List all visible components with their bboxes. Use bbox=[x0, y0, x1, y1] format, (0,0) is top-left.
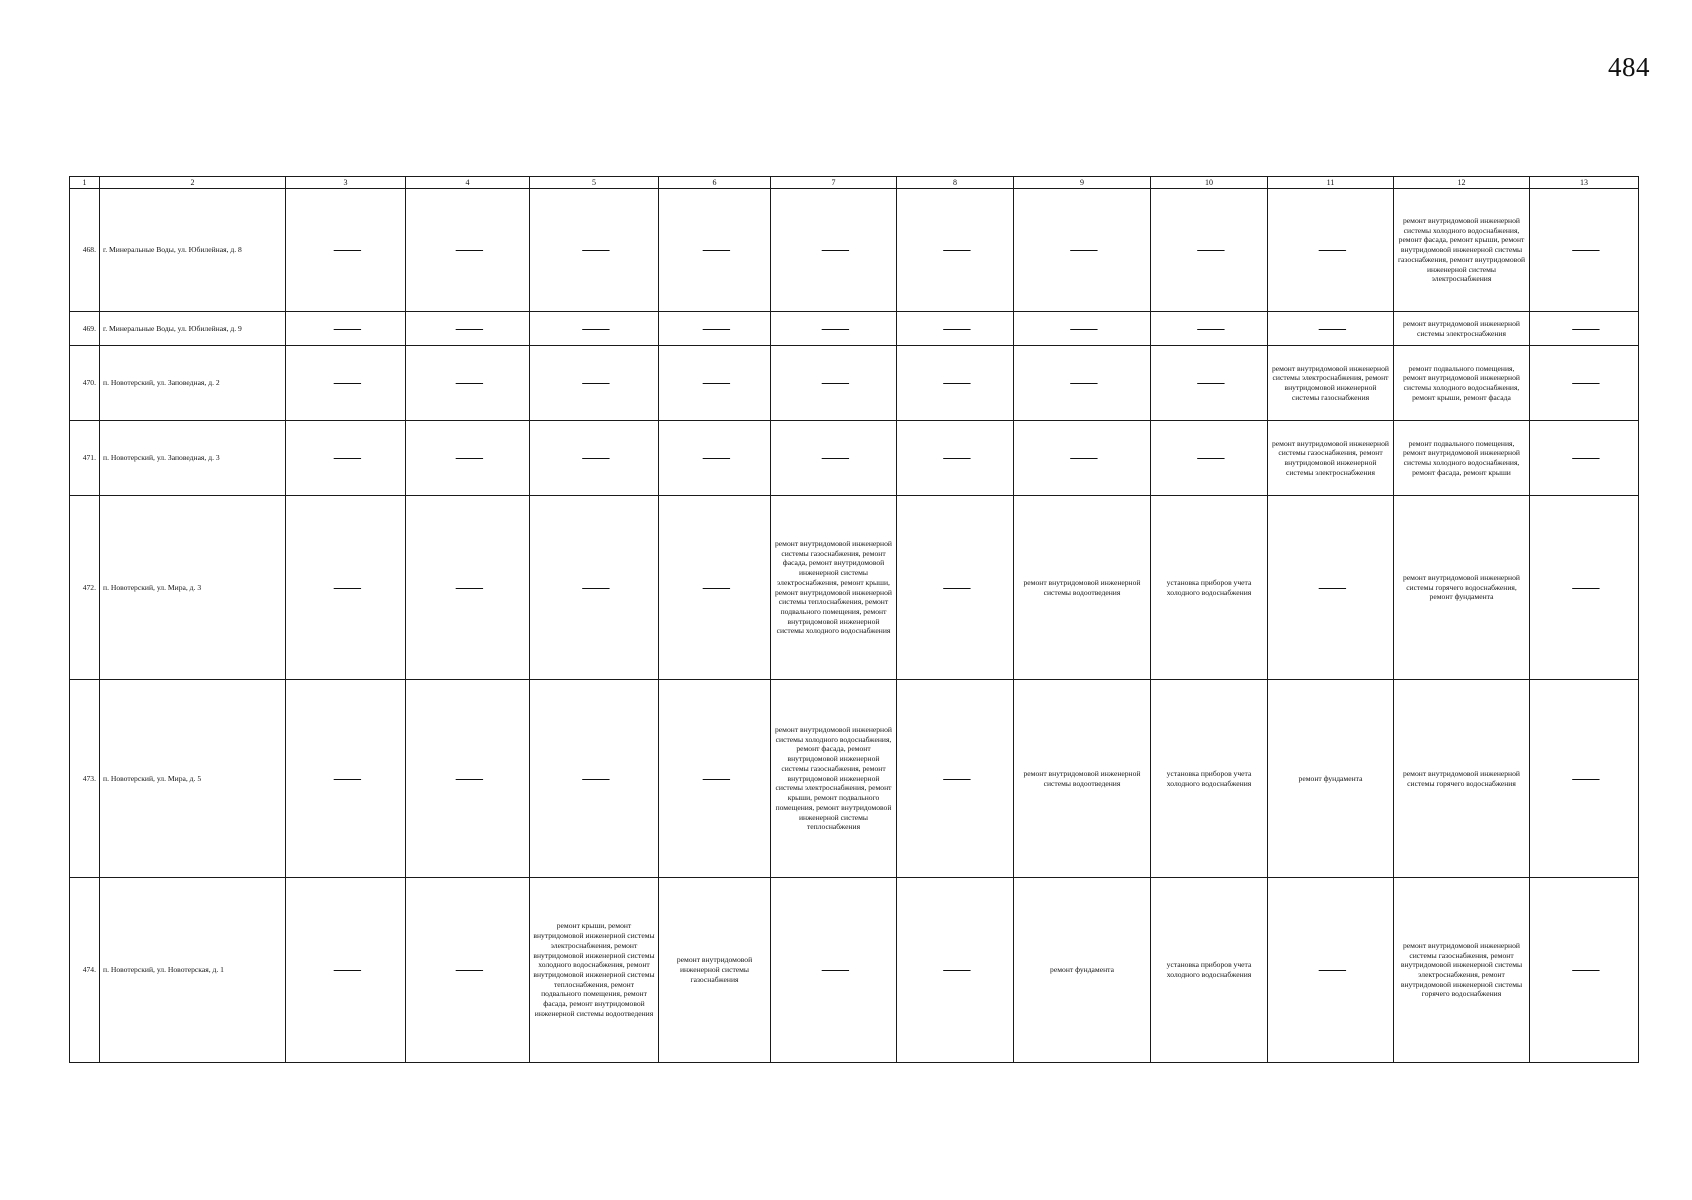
work-cell: ремонт внутридомовой инженерной системы электроснабжения, ремонт внутридомовой инженерной системы газоснабжения bbox=[1268, 346, 1394, 421]
column-number-row bbox=[70, 177, 1639, 189]
work-cell: — bbox=[265, 346, 427, 421]
row-number-cell: 474. bbox=[70, 878, 100, 1063]
row-number-cell: 472. bbox=[70, 496, 100, 680]
table-row bbox=[70, 421, 1639, 496]
column-header: 1 bbox=[70, 177, 100, 189]
work-cell: — bbox=[990, 312, 1175, 346]
work-cell: — bbox=[507, 421, 681, 496]
row-number-cell: 473. bbox=[70, 680, 100, 878]
column-header: 2 bbox=[100, 177, 286, 189]
table-row bbox=[70, 312, 1639, 346]
address-cell: п. Новотерский, ул. Заповедная, д. 3 bbox=[100, 421, 286, 496]
work-cell: — bbox=[1130, 421, 1288, 496]
work-cell: ремонт внутридомовой инженерной системы холодного водоснабжения, ремонт фасада, ремонт внутридомовой инженерной системы газоснабжения, ремонт внутридомовой инженерной системы электроснабжения, ремонт крыши, ремонт подвального помещения, ремонт внутридомовой инженерной системы теплоснабжения bbox=[771, 680, 897, 878]
address-cell: г. Минеральные Воды, ул. Юбилейная, д. 8 bbox=[100, 189, 286, 312]
row-number-cell: 470. bbox=[70, 346, 100, 421]
column-header: 5 bbox=[530, 177, 659, 189]
work-cell: — bbox=[876, 346, 1034, 421]
work-cell: — bbox=[1510, 878, 1657, 1063]
work-cell: — bbox=[507, 496, 681, 680]
work-cell: — bbox=[876, 680, 1034, 878]
page-number: 484 bbox=[1608, 52, 1650, 82]
work-cell: — bbox=[1510, 421, 1657, 496]
row-number-cell: 468. bbox=[70, 189, 100, 312]
work-cell: — bbox=[1510, 496, 1657, 680]
address-cell: г. Минеральные Воды, ул. Юбилейная, д. 9 bbox=[100, 312, 286, 346]
work-cell: — bbox=[507, 189, 681, 312]
work-cell: — bbox=[384, 680, 551, 878]
work-cell: — bbox=[384, 312, 551, 346]
work-cell: — bbox=[265, 878, 427, 1063]
work-cell: — bbox=[748, 878, 918, 1063]
work-cell: — bbox=[265, 189, 427, 312]
work-cell: — bbox=[639, 680, 790, 878]
column-header: 6 bbox=[659, 177, 771, 189]
work-cell: — bbox=[384, 496, 551, 680]
work-cell: — bbox=[1245, 878, 1415, 1063]
table-row bbox=[70, 189, 1639, 312]
column-header: 10 bbox=[1151, 177, 1268, 189]
work-cell: — bbox=[1510, 189, 1657, 312]
work-cell: ремонт внутридомовой инженерной системы электроснабжения bbox=[1394, 312, 1530, 346]
work-cell: — bbox=[639, 189, 790, 312]
work-cell: — bbox=[876, 421, 1034, 496]
work-cell: — bbox=[384, 346, 551, 421]
work-cell: — bbox=[748, 421, 918, 496]
work-cell: ремонт внутридомовой инженерной системы водоотведения bbox=[1014, 496, 1151, 680]
work-cell: установка приборов учета холодного водоснабжения bbox=[1151, 680, 1268, 878]
work-cell: — bbox=[1245, 312, 1415, 346]
work-cell: — bbox=[639, 346, 790, 421]
work-cell: ремонт внутридомовой инженерной системы горячего водоснабжения bbox=[1394, 680, 1530, 878]
work-cell: — bbox=[1130, 346, 1288, 421]
work-cell: — bbox=[1130, 312, 1288, 346]
work-cell: ремонт подвального помещения, ремонт внутридомовой инженерной системы холодного водоснабжения, ремонт крыши, ремонт фасада bbox=[1394, 346, 1530, 421]
work-cell: ремонт крыши, ремонт внутридомовой инженерной системы электроснабжения, ремонт внутридомовой инженерной системы холодного водоснабжения, ремонт внутридомовой инженерной системы теплоснабжения, ремонт подвального помещения, ремонт фасада, ремонт внутридомовой инженерной системы водоотведения bbox=[530, 878, 659, 1063]
address-cell: п. Новотерский, ул. Мира, д. 3 bbox=[100, 496, 286, 680]
work-cell: ремонт внутридомовой инженерной системы горячего водоснабжения, ремонт фундамента bbox=[1394, 496, 1530, 680]
work-register-table bbox=[69, 176, 1639, 1063]
row-number-cell: 469. bbox=[70, 312, 100, 346]
work-cell: — bbox=[990, 189, 1175, 312]
work-cell: — bbox=[876, 312, 1034, 346]
work-cell: — bbox=[265, 312, 427, 346]
work-cell: ремонт фундамента bbox=[1014, 878, 1151, 1063]
row-number-cell: 471. bbox=[70, 421, 100, 496]
work-cell: ремонт фундамента bbox=[1268, 680, 1394, 878]
work-cell: — bbox=[990, 346, 1175, 421]
address-cell: п. Новотерский, ул. Новотерская, д. 1 bbox=[100, 878, 286, 1063]
work-cell: — bbox=[1510, 312, 1657, 346]
address-cell: п. Новотерский, ул. Мира, д. 5 bbox=[100, 680, 286, 878]
work-cell: — bbox=[639, 496, 790, 680]
table-row bbox=[70, 680, 1639, 878]
work-cell: — bbox=[507, 346, 681, 421]
work-cell: — bbox=[507, 312, 681, 346]
work-cell: — bbox=[1245, 496, 1415, 680]
work-cell: — bbox=[990, 421, 1175, 496]
address-cell: п. Новотерский, ул. Заповедная, д. 2 bbox=[100, 346, 286, 421]
work-cell: — bbox=[265, 680, 427, 878]
column-header: 11 bbox=[1268, 177, 1394, 189]
column-header: 8 bbox=[897, 177, 1014, 189]
work-cell: — bbox=[384, 878, 551, 1063]
table-row bbox=[70, 878, 1639, 1063]
work-cell: — bbox=[1510, 680, 1657, 878]
work-cell: ремонт внутридомовой инженерной системы газоснабжения, ремонт фасада, ремонт внутридомовой инженерной системы электроснабжения, ремонт крыши, ремонт внутридомовой инженерной системы теплоснабжения, ремонт подвального помещения, ремонт внутридомовой инженерной системы холодного водоснабжения bbox=[771, 496, 897, 680]
work-cell: ремонт внутридомовой инженерной системы холодного водоснабжения, ремонт фасада, ремонт крыши, ремонт внутридомовой инженерной системы газоснабжения, ремонт внутридомовой инженерной системы электроснабжения bbox=[1394, 189, 1530, 312]
work-cell: ремонт внутридомовой инженерной системы водоотведения bbox=[1014, 680, 1151, 878]
work-cell: — bbox=[1510, 346, 1657, 421]
work-cell: — bbox=[876, 878, 1034, 1063]
work-cell: установка приборов учета холодного водоснабжения bbox=[1151, 878, 1268, 1063]
work-cell: — bbox=[876, 189, 1034, 312]
work-cell: — bbox=[748, 346, 918, 421]
work-cell: — bbox=[265, 496, 427, 680]
column-header: 13 bbox=[1530, 177, 1639, 189]
work-cell: — bbox=[384, 189, 551, 312]
column-header: 3 bbox=[286, 177, 406, 189]
work-cell: — bbox=[1245, 189, 1415, 312]
work-cell: — bbox=[639, 312, 790, 346]
column-header: 4 bbox=[406, 177, 530, 189]
work-cell: — bbox=[639, 421, 790, 496]
work-cell: — bbox=[507, 680, 681, 878]
work-cell: ремонт внутридомовой инженерной системы газоснабжения, ремонт внутридомовой инженерной системы электроснабжения bbox=[1268, 421, 1394, 496]
column-header: 12 bbox=[1394, 177, 1530, 189]
work-cell: — bbox=[876, 496, 1034, 680]
table-row bbox=[70, 346, 1639, 421]
table-row bbox=[70, 496, 1639, 680]
column-header: 7 bbox=[771, 177, 897, 189]
work-cell: ремонт внутридомовой инженерной системы газоснабжения bbox=[659, 878, 771, 1063]
work-cell: — bbox=[265, 421, 427, 496]
work-cell: — bbox=[748, 312, 918, 346]
work-cell: ремонт внутридомовой инженерной системы газоснабжения, ремонт внутридомовой инженерной системы электроснабжения, ремонт внутридомовой инженерной системы горячего водоснабжения bbox=[1394, 878, 1530, 1063]
work-cell: ремонт подвального помещения, ремонт внутридомовой инженерной системы холодного водоснабжения, ремонт фасада, ремонт крыши bbox=[1394, 421, 1530, 496]
work-cell: установка приборов учета холодного водоснабжения bbox=[1151, 496, 1268, 680]
work-cell: — bbox=[748, 189, 918, 312]
work-cell: — bbox=[1130, 189, 1288, 312]
column-header: 9 bbox=[1014, 177, 1151, 189]
work-cell: — bbox=[384, 421, 551, 496]
